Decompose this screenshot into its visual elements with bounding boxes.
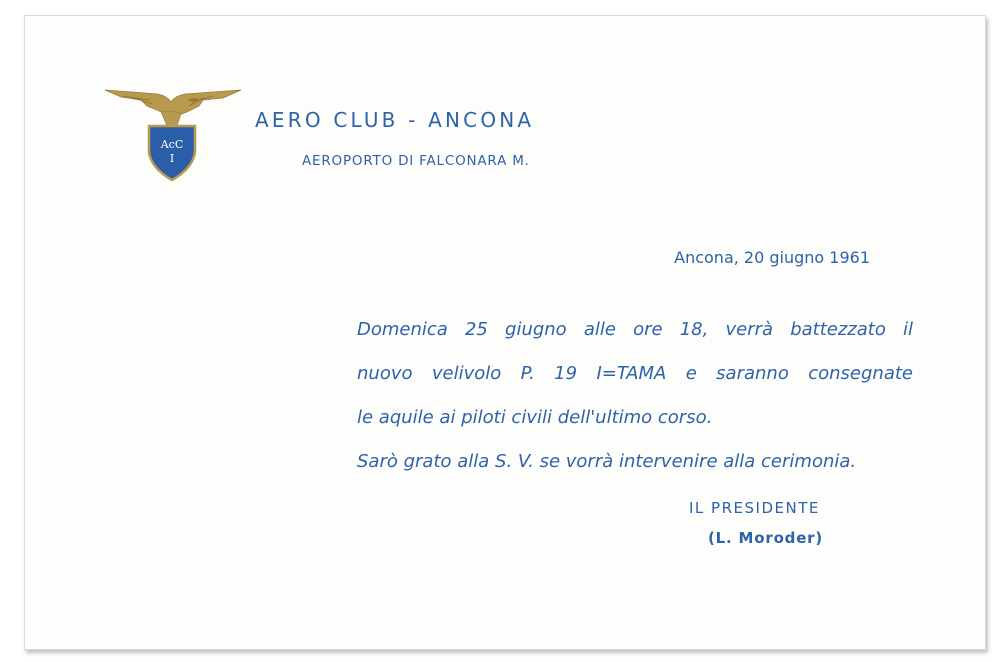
club-name: AERO CLUB - ANCONA bbox=[255, 108, 535, 132]
svg-text:AcC: AcC bbox=[160, 138, 184, 151]
body-line: nuovo velivolo P. 19 I=TAMA e saranno consegnate bbox=[357, 363, 913, 384]
signature-title: IL PRESIDENTE bbox=[689, 499, 820, 517]
aero-club-eagle-logo bbox=[103, 86, 243, 186]
letter-body bbox=[357, 308, 913, 484]
body-line: le aquile ai piloti civili dell'ultimo corso. bbox=[357, 407, 713, 428]
invitation-card bbox=[24, 15, 986, 650]
signature-name: (L. Moroder) bbox=[708, 529, 824, 547]
date-line: Ancona, 20 giugno 1961 bbox=[674, 248, 870, 267]
body-line: Domenica 25 giugno alle ore 18, verrà battezzato il bbox=[357, 319, 913, 340]
airport-subtitle: AEROPORTO DI FALCONARA M. bbox=[302, 153, 530, 169]
body-line: Sarò grato alla S. V. se vorrà intervenire alla cerimonia. bbox=[357, 451, 857, 472]
svg-text:I: I bbox=[169, 152, 175, 165]
